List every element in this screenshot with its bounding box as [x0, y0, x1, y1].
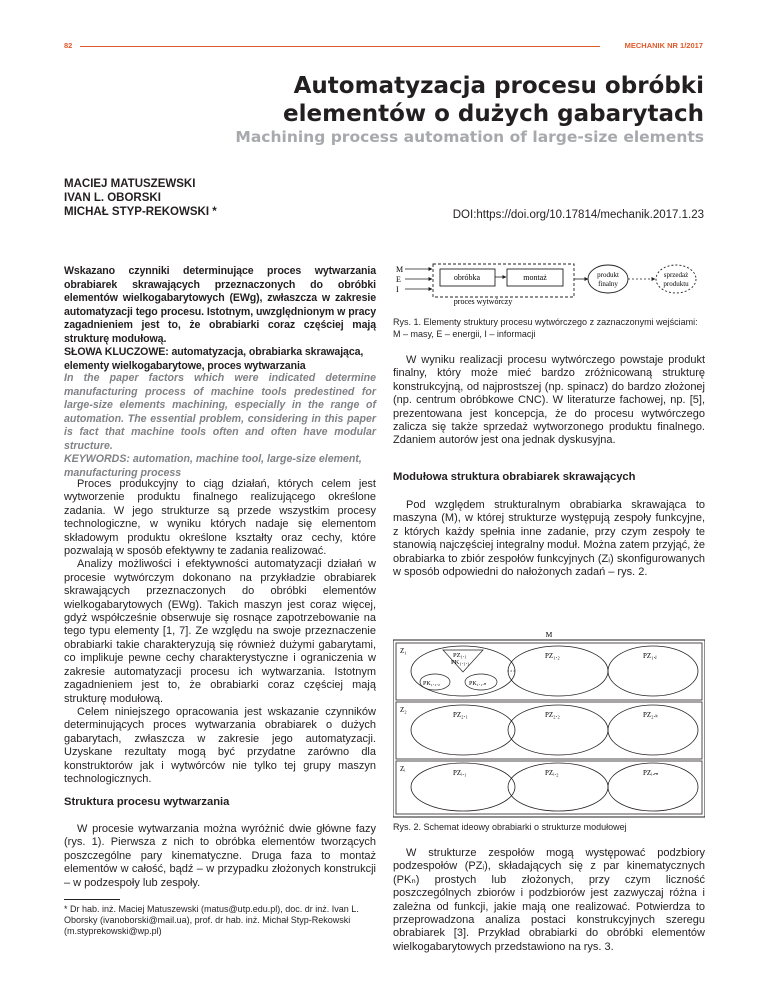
- right-paragraph-1: W wyniku realizacji procesu wytwórczego powstaje produkt finalny, który może mieć bardzo zróżnicowaną strukturę konstrukcyjną, od najprostszej (np. spinacz) do bardzo złożonej (np. centrum obróbkowe CNC). W literaturze fachowej, np. [5], prezentowana jest koncepcja, że do procesu wytwórczego zalicza się także sprzedaż wytworzonego produktu finalnego. Zdaniem autorów jest ona jednak dyskusyjna.: [393, 354, 705, 447]
- author-2: IVAN L. OBORSKI: [64, 191, 161, 204]
- fig2-cell-2-2-label: PZ₂.₂: [545, 711, 560, 719]
- journal-issue: MECHANIK NR 1/2017: [624, 41, 703, 50]
- abstract-pl-text: Wskazano czynniki determinujące proces wytwarzania obrabiarek skrawających przeznaczonych do obróbki elementów wielkogabarytowych (EWg), zwłaszcza w zakresie automatyzacji tego procesu. Istotnym, uwzględnionym w pracy zagadnieniem jest to, że obrabiarki coraz częściej mają strukturę modułową.: [64, 265, 376, 345]
- figure-2-caption: Rys. 2. Schemat ideowy obrabiarki o strukturze modułowej: [393, 822, 627, 832]
- section1-body: [64, 823, 376, 890]
- section2-paragraph: Pod względem strukturalnym obrabiarka skrawająca to maszyna (M), w której strukturze występują zespoły funkcyjne, z których każdy spełnia inne zadanie, przy czym zespoły te stanowią najczęściej integralny moduł. Można zatem przyjąć, że obrabiarka to zbiór zespołów funkcyjnych (Zᵢ) skonfigurowanych w sposób odpowiedni do nałożonych zadań – rys. 2.: [393, 499, 705, 579]
- fig2-zi: Zᵢ: [400, 765, 406, 773]
- author-1: MACIEJ MATUSZEWSKI: [64, 178, 196, 190]
- fig2-cell-3-3-label: PZᵢ.ₘ: [643, 769, 659, 777]
- fig1-sale-label-2: produktu: [663, 280, 689, 288]
- fig2-machine-frame: [393, 640, 705, 817]
- keywords-en: KEYWORDS: automation, machine tool, large-size element, manufacturing process: [64, 453, 362, 479]
- fig2-z2: Z₂: [400, 706, 407, 714]
- fig1-input-m: M: [396, 265, 404, 274]
- figure-2-diagram: [393, 628, 705, 818]
- keywords-pl: SŁOWA KLUCZOWE: automatyzacja, obrabiarka skrawająca, elementy wielkogabarytowe, proces wytwarzania: [64, 346, 364, 372]
- fig1-product-ellipse: [588, 265, 628, 293]
- fig2-pk-left: PK₁.₁.₂: [423, 681, 440, 687]
- fig2-cell-2-1-label: PZ₂.₁: [453, 711, 468, 719]
- fig2-cell-1-2-label: PZ₁.₂: [545, 652, 560, 660]
- intro-paragraph-1: Proces produkcyjny to ciąg działań, których celem jest wytworzenie produktu finalnego realizującego określone zadania. W jego strukturze są przede wszystkim procesy technologiczne, w wyniku których nadaje się elementom składowym produktu określone kształty oraz cechy, które pozwalają w sposób efektywny te zadania realizować.: [64, 478, 376, 558]
- article-subtitle: Machining process automation of large-size elements: [235, 128, 704, 146]
- fig1-input-e: E: [396, 275, 401, 284]
- figure-1-diagram: [393, 262, 705, 312]
- fig2-cell-3-2-label: PZᵢ.₂: [545, 769, 559, 777]
- title-line-2: elementów o dużych gabarytach: [283, 101, 704, 127]
- figure-1-caption: Rys. 1. Elementy struktury procesu wytwórczego z zaznaczonymi wejściami: M – masy, E – energii, I – informacji: [393, 317, 698, 339]
- right-paragraph-1-block: [393, 354, 705, 448]
- fig2-cell-1-3-label: PZ₁.ⱼ: [643, 652, 657, 660]
- page-number: 82: [64, 41, 73, 50]
- fig1-product-label-2: finalny: [598, 280, 618, 288]
- footnote: * Dr hab. inż. Maciej Matuszewski (matus@utp.edu.pl), doc. dr inż. Ivan L. Oborsky (ivanoborski@mail.ua), prof. dr hab. inż. Michał Styp-Rekowski (m.styprekowski@wp.pl): [64, 904, 359, 937]
- fig2-pk-top-1: PZ₁.₁: [453, 652, 467, 659]
- fig2-pk-right: PK₁.₁.ₙ: [469, 681, 487, 687]
- fig1-sale-ellipse: [656, 265, 696, 293]
- section1-paragraph: W procesie wytwarzania można wyróżnić dwie główne fazy (rys. 1). Pierwsza z nich to obróbka elementów tworzących poszczególne pary kinematyczne. Druga faza to montaż elementów w całość, bądź – w przypadku złożonych konstrukcji – w podzespoły lub zespoły.: [64, 823, 376, 889]
- fig1-box-assembly-label: montaż: [523, 273, 547, 282]
- intro-paragraph-3: Celem niniejszego opracowania jest wskazanie czynników determinujących proces wytwarzania obrabiarek o dużych gabarytach, zwłaszcza w zakresie jego automatyzacji. Uzyskane rezultaty mogą być przydatne zarówno dla konstruktorów jak i wytwórców nie tylko tej grupy maszyn technologicznych.: [64, 705, 376, 785]
- doi-link[interactable]: DOI:https://doi.org/10.17814/mechanik.2017.1.23: [452, 209, 704, 221]
- fig1-product-label-1: produkt: [597, 271, 619, 279]
- article-title: [104, 72, 704, 128]
- fig2-pk-top-2: PK₁.₁.₁: [451, 659, 470, 666]
- abstract-en-text: In the paper factors which were indicated determine manufacturing process of machine tools predestined for large-size elements machining, especially in the range of automation. The essential problem, considering in this paper is fact that machine tools often and often have modular structure.: [64, 372, 376, 452]
- author-3: MICHAŁ STYP-REKOWSKI *: [64, 205, 217, 218]
- fig2-cell-2-3-label: PZ₂.ₖ: [643, 711, 659, 719]
- intro-paragraph-2: Analizy możliwości i efektywności automatyzacji działań w procesie wytwórczym dokonano na przykładzie obrabiarek skrawających przeznaczonych do obróbki elementów wielkogabarytowych (EWg). Takich maszyn jest coraz więcej, gdyż współcześnie obserwuje się rosnące zapotrzebowanie na tego typu elementy [1, 7]. Ze względu na swoje przeznaczenie obrabiarki takie charakteryzują się również dużymi gabarytami, co implikuje pewne cechy charakterystyczne i ograniczenia w zakresie automatyzacji procesu ich wytwarzania. Istotnym zagadnieniem jest to, że obrabiarki coraz częściej mają strukturę modułową.: [64, 558, 376, 705]
- introduction: [64, 478, 376, 786]
- title-line-1: Automatyzacja procesu obróbki: [293, 73, 704, 99]
- header-rule: [80, 46, 600, 47]
- fig2-label-m: M: [545, 630, 553, 639]
- author-list: [64, 178, 217, 219]
- footnote-rule: [64, 899, 120, 900]
- section-heading-structure: Struktura procesu wytwarzania: [64, 796, 230, 808]
- fig2-cell-3-1-label: PZᵢ.₁: [453, 769, 467, 777]
- section-heading-modular: Modułowa struktura obrabiarek skrawających: [393, 471, 636, 483]
- right-paragraph-2-block: [393, 847, 705, 954]
- right-paragraph-2: W strukturze zespołów mogą występować podzbiory podzespołów (PZᵢ), składających się z par kinematycznych (PKₙ) prostych lub złożonych, przy czym liczność poszczególnych zbiorów i podzbiorów jest zazwyczaj różna i zależna od funkcji, jakie mają one realizować. Potwierdza to przeprowadzona analiza postaci konstrukcyjnych szeregu obrabiarek [3]. Przykład obrabiarki do obróbki elementów wielkogabarytowych przedstawiono na rys. 3.: [393, 847, 705, 953]
- fig1-sale-label-1: sprzedaż: [663, 271, 689, 279]
- section2-body: [393, 499, 705, 579]
- fig1-input-i: I: [396, 285, 399, 294]
- abstract-english: [64, 372, 376, 480]
- fig1-process-label: proces wytwórczy: [453, 297, 513, 306]
- fig1-box-machining-label: obróbka: [453, 273, 481, 282]
- fig2-z1: Z₁: [400, 647, 407, 655]
- abstract-polish: [64, 265, 376, 373]
